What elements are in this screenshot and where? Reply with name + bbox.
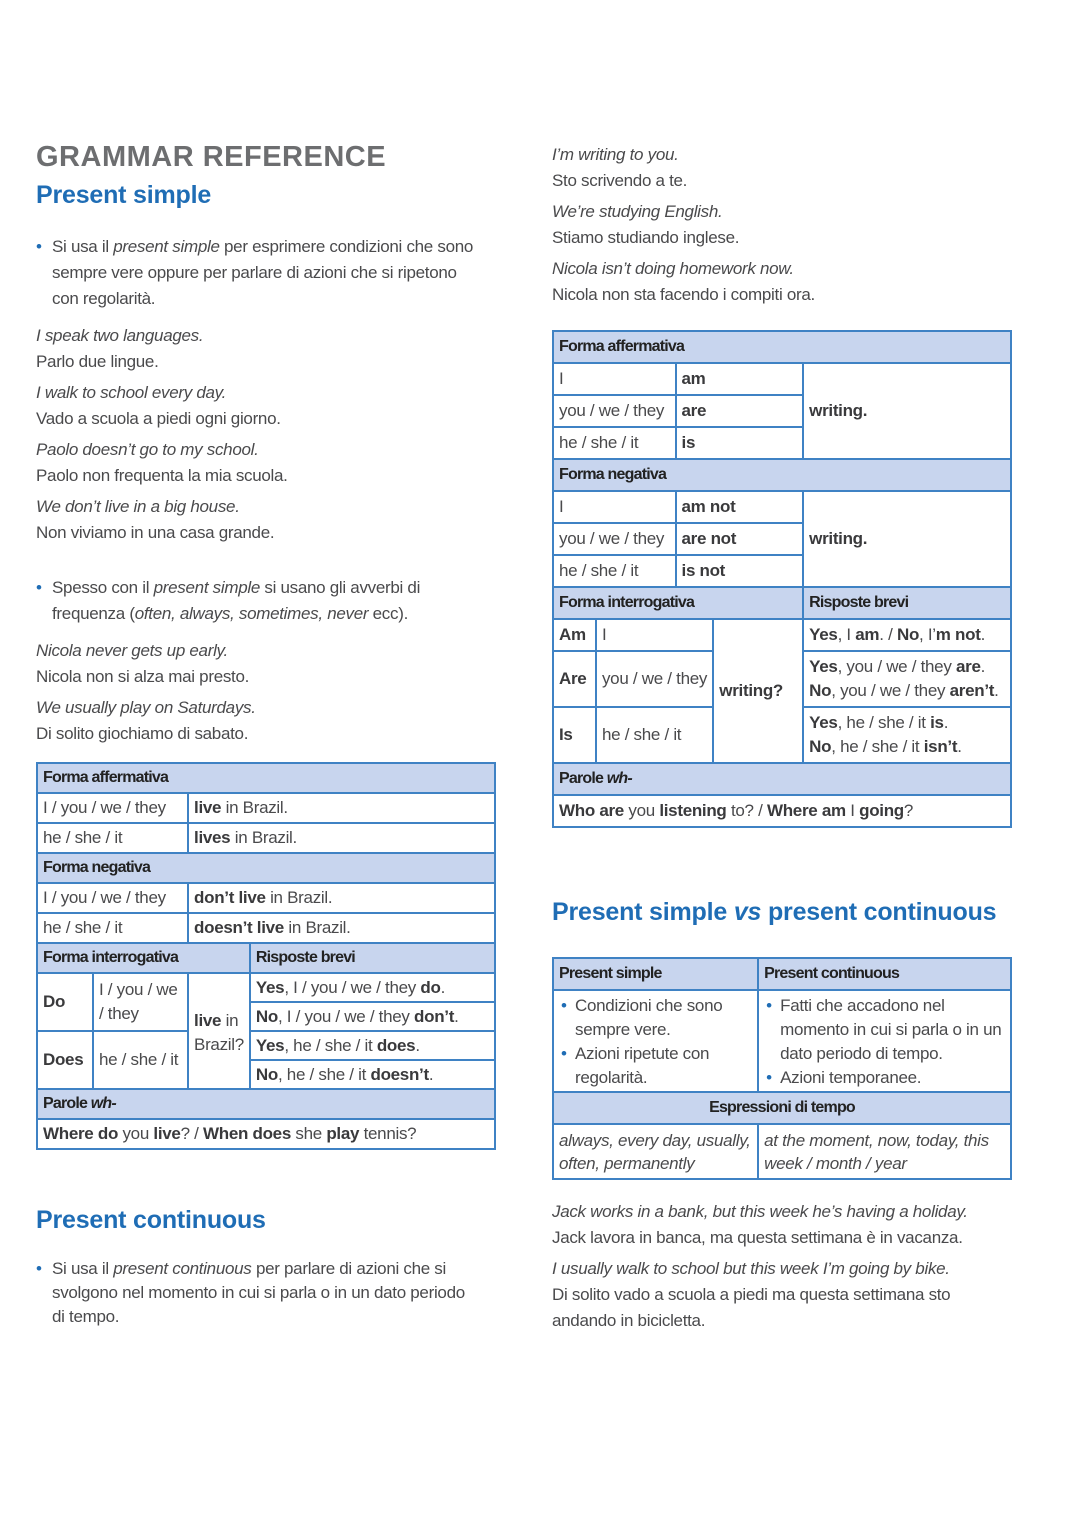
text-segment: Parole: [559, 770, 607, 787]
text-segment: are: [955, 657, 981, 676]
table-cell: [250, 973, 495, 1002]
text-segment: live: [194, 798, 222, 817]
text-segment: No: [255, 1064, 278, 1084]
text-segment: don’t live: [194, 888, 266, 907]
table-header: Present continuous: [758, 958, 1011, 990]
table-cell: [250, 1031, 495, 1060]
simple-uses-list: [559, 994, 752, 1090]
simple-examples-2: [36, 638, 476, 747]
text-segment: per parlare di azioni che si svolgono nel momento in cui si parla o in un dato periodo di tempo.: [52, 1259, 465, 1326]
text-segment: Present simple: [552, 898, 734, 926]
text-segment: No: [809, 681, 832, 700]
table-cell: I / you / we / they: [37, 793, 188, 823]
example-english: I walk to school every day.: [36, 383, 227, 402]
simple-examples-1: [36, 323, 476, 546]
vs-examples: [552, 1199, 1002, 1334]
example-pair: [552, 142, 1012, 194]
text-segment: Yes: [255, 977, 285, 997]
text-segment: is: [930, 713, 944, 732]
text-segment: , you / we / they: [837, 657, 956, 676]
page-title: GRAMMAR REFERENCE: [36, 141, 387, 173]
text-segment: in Brazil.: [283, 918, 351, 937]
table-cell: Is: [553, 707, 596, 763]
table-cell: is not: [676, 555, 804, 587]
text-segment: .: [428, 1064, 434, 1084]
text-segment: .: [440, 977, 445, 997]
text-segment: do: [420, 977, 441, 997]
table-cell: I: [553, 491, 676, 523]
present-continuous-table: [552, 330, 1012, 828]
text-segment: in Brazil.: [221, 798, 288, 817]
text-segment: live: [153, 1124, 181, 1143]
text-segment: vs: [733, 898, 762, 926]
table-header: [553, 763, 1011, 795]
right-column: [552, 142, 1012, 1334]
example-italian: Stiamo studiando inglese.: [552, 228, 740, 247]
text-segment: Si usa il: [52, 237, 114, 256]
text-segment: aren’t: [949, 681, 995, 700]
list-item: • Fatti che accadono nel momento in cui si parla o in un dato periodo di tempo.: [764, 994, 1005, 1066]
example-pair: [36, 494, 476, 546]
text-segment: m not: [935, 625, 981, 644]
table-cell: writing?: [713, 619, 803, 763]
text-segment: wh-: [90, 1095, 116, 1112]
table-cell: writing.: [803, 491, 1011, 587]
continuous-bullet: [36, 1257, 476, 1329]
text-segment: Yes: [255, 1035, 285, 1055]
example-italian: Parlo due lingue.: [36, 352, 159, 371]
text-segment: No: [255, 1006, 278, 1026]
example-english: We usually play on Saturdays.: [36, 698, 256, 717]
table-cell: I: [596, 619, 713, 651]
example-pair: [36, 695, 476, 747]
text-segment: .: [943, 713, 949, 732]
text-segment: Yes: [809, 625, 838, 644]
table-cell: [188, 823, 495, 853]
text-segment: ecc).: [368, 604, 408, 623]
example-pair: [552, 1256, 1002, 1334]
table-header: Espressioni di tempo: [553, 1092, 1011, 1124]
table-cell: he / she / it: [596, 707, 713, 763]
table-cell: are: [676, 395, 804, 427]
text-segment: No: [809, 737, 832, 756]
example-pair: [552, 199, 1012, 251]
example-pair: [552, 1199, 1002, 1251]
text-segment: don’t: [414, 1006, 455, 1026]
table-cell: you / we / they: [553, 395, 676, 427]
table-header: Forma negativa: [553, 459, 1011, 491]
text-segment: , he / she / it: [831, 737, 924, 756]
table-cell: [803, 651, 1011, 707]
present-simple-table: [36, 762, 496, 1150]
text-segment: Where do: [43, 1124, 119, 1143]
text-segment: Yes: [809, 713, 838, 732]
table-cell: [250, 1002, 495, 1031]
text-segment: doesn’t live: [194, 918, 284, 937]
text-segment: Parole: [43, 1095, 91, 1112]
text-segment: , I / you / we / they: [284, 977, 421, 997]
left-column: [36, 140, 496, 1329]
text-segment: tennis?: [359, 1124, 417, 1143]
table-cell: he / she / it: [37, 823, 188, 853]
text-segment: , you / we / they: [831, 681, 950, 700]
table-header: [37, 1089, 495, 1119]
text-segment: in Brazil.: [265, 888, 333, 907]
text-segment: Si usa il: [52, 1259, 114, 1278]
table-cell: [803, 619, 1011, 651]
text-segment: present simple: [113, 237, 220, 256]
text-segment: ? /: [180, 1124, 203, 1143]
table-header: Forma affermativa: [553, 331, 1011, 363]
example-english: Paolo doesn’t go to my school.: [36, 440, 259, 459]
table-cell: Does: [37, 1031, 93, 1089]
table-cell: Are: [553, 651, 596, 707]
table-cell: you / we / they: [596, 651, 713, 707]
text-segment: Who are: [559, 801, 624, 820]
table-cell: is: [676, 427, 804, 459]
example-english: I speak two languages.: [36, 326, 204, 345]
text-segment: wh-: [606, 770, 632, 787]
table-cell: Am: [553, 619, 596, 651]
example-english: I usually walk to school but this week I’m going by bike.: [552, 1259, 950, 1278]
text-segment: .: [980, 625, 985, 644]
text-segment: , he / she / it: [284, 1035, 377, 1055]
text-segment: present simple: [153, 578, 260, 597]
text-segment: ?: [903, 801, 914, 820]
simple-bullet-1: [36, 234, 476, 312]
table-cell: am not: [676, 491, 804, 523]
text-segment: , I / you / we / they: [277, 1006, 415, 1026]
example-italian: Vado a scuola a piedi ogni giorno.: [36, 409, 281, 428]
text-segment: I: [845, 801, 860, 820]
present-continuous-heading: Present continuous: [36, 1206, 266, 1234]
example-english: Nicola never gets up early.: [36, 641, 228, 660]
text-segment: .: [957, 737, 962, 756]
table-header: Risposte brevi: [250, 943, 495, 973]
text-segment: per esprimere condizioni che sono sempre vere oppure per parlare di azioni che si ripetono con regolarità.: [52, 237, 474, 308]
example-italian: Sto scrivendo a te.: [552, 171, 688, 190]
table-header: Forma affermativa: [37, 763, 495, 793]
text-segment: she: [290, 1124, 327, 1143]
example-pair: [36, 323, 476, 375]
example-english: Nicola isn’t doing homework now.: [552, 259, 794, 278]
example-italian: Non viviamo in una casa grande.: [36, 523, 275, 542]
vs-heading: [552, 897, 1012, 927]
text-segment: live: [194, 1011, 222, 1030]
text-segment: isn’t: [923, 737, 958, 756]
table-cell: am: [676, 363, 804, 395]
present-simple-heading: Present simple: [36, 181, 212, 209]
table-cell: [37, 1119, 495, 1149]
text-segment: , he / she / it: [837, 713, 931, 732]
text-segment: .: [454, 1006, 459, 1026]
text-segment: play: [326, 1124, 360, 1143]
text-segment: .: [980, 657, 986, 676]
table-cell: [188, 913, 495, 943]
table-cell: [188, 883, 495, 913]
table-cell: he / she / it: [93, 1031, 188, 1089]
simple-bullet-2: [36, 575, 476, 627]
example-italian: Jack lavora in banca, ma questa settimana è in vacanza.: [552, 1228, 963, 1247]
text-segment: . /: [879, 625, 897, 644]
table-cell: [803, 707, 1011, 763]
text-segment: .: [415, 1035, 420, 1055]
list-item: • Condizioni che sono sempre vere.: [559, 994, 752, 1042]
example-italian: Di solito giochiamo di sabato.: [36, 724, 249, 743]
table-header: Forma negativa: [37, 853, 495, 883]
table-header: Present simple: [553, 958, 758, 990]
comparison-table: [552, 957, 1012, 1180]
text-segment: doesn’t: [370, 1064, 429, 1084]
list-item: • Azioni temporanee.: [764, 1066, 1005, 1090]
text-segment: to? /: [726, 801, 767, 820]
example-pair: [36, 437, 476, 489]
table-cell: he / she / it: [37, 913, 188, 943]
text-segment: , he / she / it: [277, 1064, 371, 1084]
text-segment: No: [896, 625, 920, 644]
list-item: • Azioni ripetute con regolarità.: [559, 1042, 752, 1090]
text-segment: present continuous: [761, 898, 997, 926]
text-segment: , I’: [919, 625, 936, 644]
text-segment: Where am: [766, 801, 846, 820]
example-pair: [36, 638, 476, 690]
text-segment: you: [118, 1124, 154, 1143]
table-cell: are not: [676, 523, 804, 555]
example-italian: Di solito vado a scuola a piedi ma questa settimana sto andando in bicicletta.: [552, 1285, 951, 1330]
table-cell: [188, 973, 250, 1089]
table-cell: he / she / it: [553, 555, 676, 587]
example-pair: [552, 256, 1012, 308]
table-cell: Do: [37, 973, 93, 1031]
text-segment: When does: [203, 1124, 291, 1143]
text-segment: si usano gli avverbi di frequenza (: [52, 578, 421, 623]
text-segment: often, always, sometimes, never: [134, 604, 369, 623]
table-cell: writing.: [803, 363, 1011, 459]
text-segment: Yes: [809, 657, 838, 676]
text-segment: you: [623, 801, 660, 820]
continuous-examples: [552, 142, 1012, 308]
text-segment: listening: [659, 801, 727, 820]
example-english: Jack works in a bank, but this week he’s having a holiday.: [552, 1202, 968, 1221]
table-cell: [250, 1060, 495, 1089]
text-segment: in Brazil.: [230, 828, 297, 847]
table-cell: always, every day, usually, often, permanently: [553, 1124, 758, 1179]
table-cell: I / you / we / they: [37, 883, 188, 913]
example-english: I’m writing to you.: [552, 145, 679, 164]
text-segment: am: [855, 625, 880, 644]
text-segment: Spesso con il: [52, 578, 154, 597]
text-segment: lives: [194, 828, 231, 847]
table-header: Forma interrogativa: [553, 587, 803, 619]
text-segment: in Brazil?: [194, 1011, 244, 1054]
text-segment: , I: [837, 625, 856, 644]
example-italian: Nicola non sta facendo i compiti ora.: [552, 285, 815, 304]
table-cell: [188, 793, 495, 823]
table-header: Risposte brevi: [803, 587, 1011, 619]
continuous-uses-list: [764, 994, 1005, 1090]
table-header: Forma interrogativa: [37, 943, 250, 973]
text-segment: present continuous: [113, 1259, 252, 1278]
text-segment: going: [859, 801, 904, 820]
example-english: We don’t live in a big house.: [36, 497, 240, 516]
table-cell: I / you / we / they: [93, 973, 188, 1031]
table-cell: I: [553, 363, 676, 395]
table-cell: he / she / it: [553, 427, 676, 459]
table-cell: [553, 795, 1011, 827]
example-pair: [36, 380, 476, 432]
example-italian: Nicola non si alza mai presto.: [36, 667, 250, 686]
table-cell: at the moment, now, today, this week / month / year: [758, 1124, 1011, 1179]
text-segment: .: [994, 681, 999, 700]
example-english: We’re studying English.: [552, 202, 723, 221]
text-segment: does: [376, 1035, 416, 1055]
table-cell: you / we / they: [553, 523, 676, 555]
example-italian: Paolo non frequenta la mia scuola.: [36, 466, 288, 485]
